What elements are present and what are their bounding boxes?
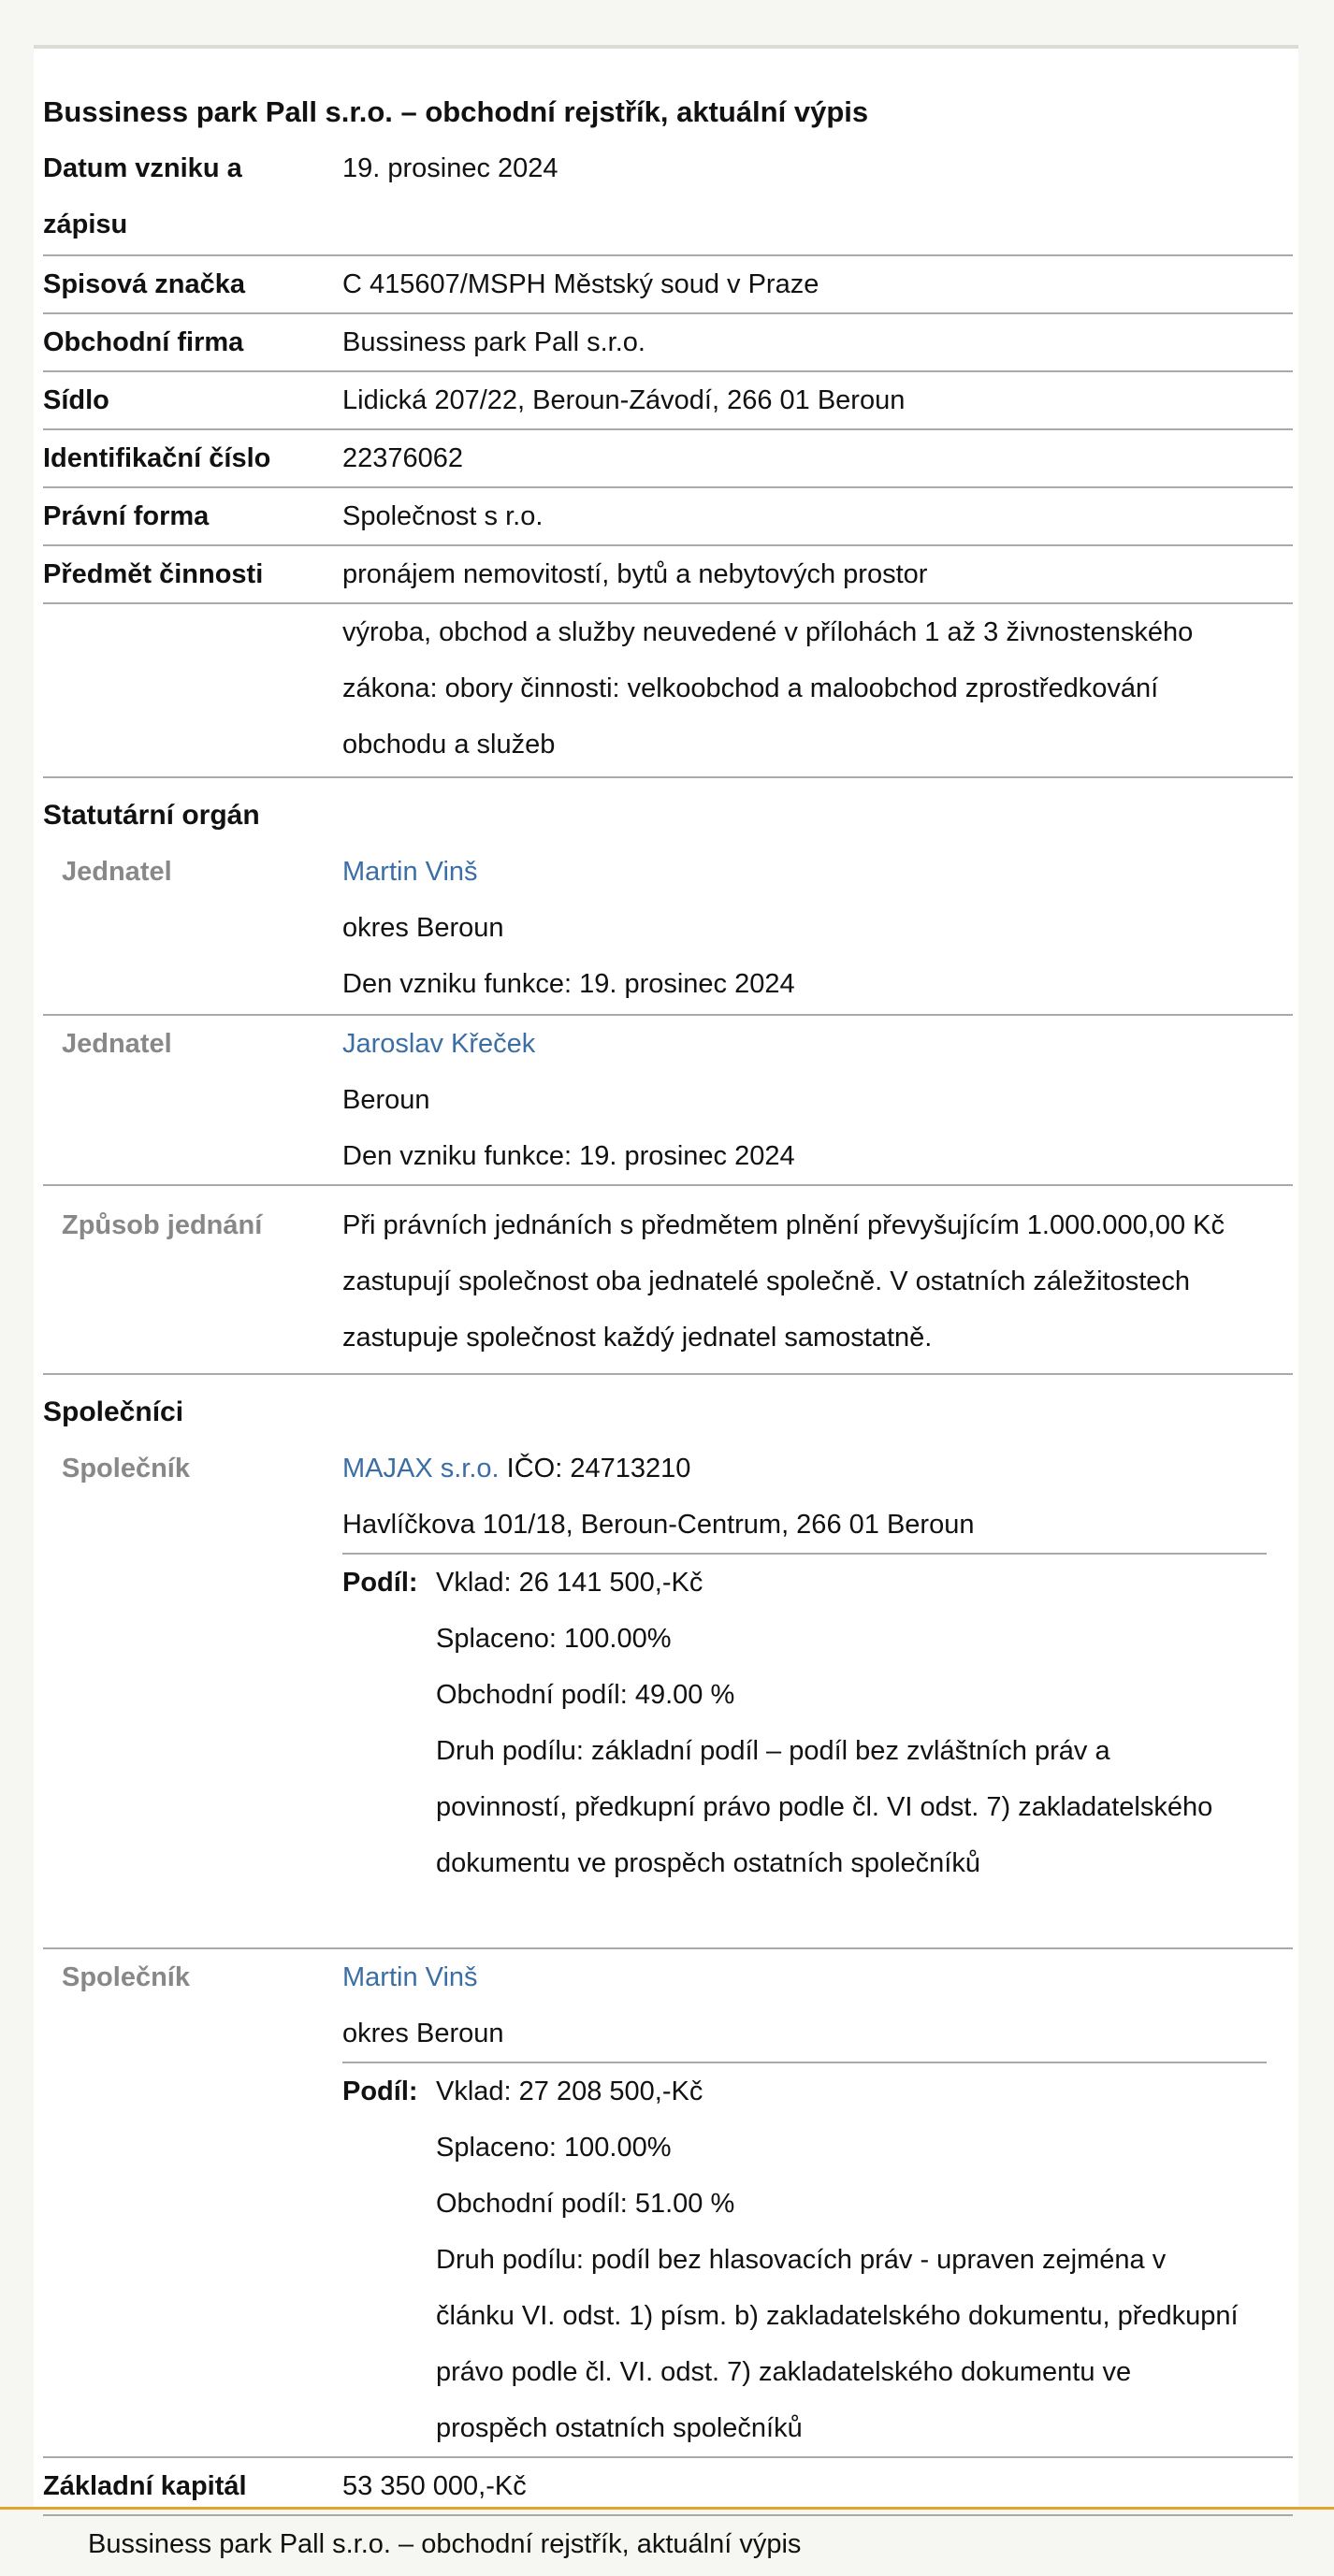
zpusob-jednani-line: Při právních jednáních s předmětem plnění převyšujícím 1.000.000,00 Kč xyxy=(342,1210,1225,1240)
jednatel-name-link[interactable]: Martin Vinš xyxy=(342,857,478,887)
footer-title: Bussiness park Pall s.r.o. – obchodní rejstřík, aktuální výpis xyxy=(88,2529,802,2559)
identifikacni-cislo-value: 22376062 xyxy=(342,443,464,473)
pravni-forma-label: Právní forma xyxy=(43,501,210,531)
predmet-line: obchodu a služeb xyxy=(342,730,556,760)
footer-divider xyxy=(0,2507,1334,2510)
row-jednatel-2 xyxy=(43,1016,1293,1186)
datum-label-line-1: Datum vzniku a xyxy=(43,153,242,183)
row-pravni-forma xyxy=(43,488,1293,546)
predmet-cinnosti-value-1: pronájem nemovitostí, bytů a nebytových prostor xyxy=(342,559,928,589)
podil-splaceno: Splaceno: 100.00% xyxy=(436,2133,672,2163)
podil-druh-line: článku VI. odst. 1) písm. b) zakladatelského dokumentu, předkupní xyxy=(436,2301,1239,2331)
jednatel-place: Beroun xyxy=(342,1085,430,1115)
spolecnik-role-label: Společník xyxy=(62,1454,190,1483)
page-title: Bussiness park Pall s.r.o. – obchodní rejstřík, aktuální výpis xyxy=(43,95,869,128)
row-sidlo xyxy=(43,372,1293,430)
zakladni-kapital-value: 53 350 000,-Kč xyxy=(342,2471,527,2501)
row-spisova-znacka xyxy=(43,256,1293,314)
predmet-line: zákona: obory činnosti: velkoobchod a maloobchod zprostředkování xyxy=(342,673,1159,703)
zpusob-jednani-label: Způsob jednání xyxy=(62,1210,263,1240)
obchodni-firma-value: Bussiness park Pall s.r.o. xyxy=(342,327,645,357)
predmet-cinnosti-label: Předmět činnosti xyxy=(43,559,264,589)
jednatel-name-link[interactable]: Jaroslav Křeček xyxy=(342,1029,536,1059)
spisova-znacka-value: C 415607/MSPH Městský soud v Praze xyxy=(342,269,819,299)
spolecnik-name-link[interactable]: Martin Vinš xyxy=(342,1962,478,1992)
podil-label: Podíl: xyxy=(342,1568,418,1598)
podil-vklad: Vklad: 26 141 500,-Kč xyxy=(436,1568,703,1598)
podil-vklad: Vklad: 27 208 500,-Kč xyxy=(436,2077,703,2106)
spolecnik-ico: IČO: 24713210 xyxy=(499,1454,691,1483)
datum-vzniku-value: 19. prosinec 2024 xyxy=(342,153,558,183)
podil-druh-line: dokumentu ve prospěch ostatních společníků xyxy=(436,1848,980,1878)
podil-obchodni: Obchodní podíl: 51.00 % xyxy=(436,2189,735,2219)
spolecnik-address: Havlíčkova 101/18, Beroun-Centrum, 266 01 Beroun xyxy=(342,1510,975,1540)
podil-obchodni: Obchodní podíl: 49.00 % xyxy=(436,1680,735,1710)
row-identifikacni-cislo xyxy=(43,430,1293,488)
row-predmet-cinnosti-2 xyxy=(43,604,1293,778)
pravni-forma-value: Společnost s r.o. xyxy=(342,501,544,531)
podil-block xyxy=(342,1553,1267,1878)
obchodni-firma-label: Obchodní firma xyxy=(43,327,244,357)
row-spolecnik-1 xyxy=(43,1440,1293,1949)
row-spolecnik-2 xyxy=(43,1949,1293,2458)
spolecnik-name-link[interactable]: MAJAX s.r.o. xyxy=(342,1454,500,1483)
section-spolecnici: Společníci xyxy=(43,1397,184,1427)
jednatel-role-label: Jednatel xyxy=(62,857,172,887)
podil-druh-line: povinností, předkupní právo podle čl. VI odst. 7) zakladatelského xyxy=(436,1792,1213,1822)
jednatel-place: okres Beroun xyxy=(342,913,504,943)
podil-druh-line: Druh podílu: podíl bez hlasovacích práv - upraven zejména v xyxy=(436,2245,1167,2275)
sidlo-label: Sídlo xyxy=(43,385,109,415)
podil-druh-line: Druh podílu: základní podíl – podíl bez zvláštních práv a xyxy=(436,1736,1110,1766)
section-statutarni-organ: Statutární orgán xyxy=(43,800,260,831)
zpusob-jednani-line: zastupuje společnost každý jednatel samostatně. xyxy=(342,1323,933,1353)
row-datum-vzniku xyxy=(43,140,1293,256)
jednatel-since: Den vzniku funkce: 19. prosinec 2024 xyxy=(342,1141,795,1171)
podil-druh-line: právo podle čl. VI. odst. 7) zakladatelského dokumentu ve xyxy=(436,2357,1132,2387)
row-zpusob-jednani xyxy=(43,1186,1293,1375)
podil-druh-line: prospěch ostatních společníků xyxy=(436,2413,803,2443)
registry-extract-card xyxy=(34,49,1298,2507)
jednatel-since: Den vzniku funkce: 19. prosinec 2024 xyxy=(342,969,795,999)
spolecnik-role-label: Společník xyxy=(62,1962,190,1992)
datum-label-line-2: zápisu xyxy=(43,210,128,239)
podil-block xyxy=(342,2062,1267,2443)
spisova-znacka-label: Spisová značka xyxy=(43,269,245,299)
sidlo-value: Lidická 207/22, Beroun-Závodí, 266 01 Beroun xyxy=(342,385,906,415)
spolecnik-name-line xyxy=(342,1440,1278,1497)
identifikacni-cislo-label: Identifikační číslo xyxy=(43,443,271,473)
podil-label: Podíl: xyxy=(342,2077,418,2106)
row-obchodni-firma xyxy=(43,314,1293,372)
zakladni-kapital-label: Základní kapitál xyxy=(43,2471,247,2501)
jednatel-role-label: Jednatel xyxy=(62,1029,172,1059)
zpusob-jednani-line: zastupují společnost oba jednatelé společně. V ostatních záležitostech xyxy=(342,1266,1191,1296)
predmet-line: výroba, obchod a služby neuvedené v přílohách 1 až 3 živnostenského xyxy=(342,617,1194,647)
spolecnik-address: okres Beroun xyxy=(342,2019,504,2048)
row-predmet-cinnosti xyxy=(43,546,1293,604)
podil-splaceno: Splaceno: 100.00% xyxy=(436,1624,672,1654)
datum-vzniku-label xyxy=(43,140,242,253)
row-jednatel-1 xyxy=(43,844,1293,1016)
